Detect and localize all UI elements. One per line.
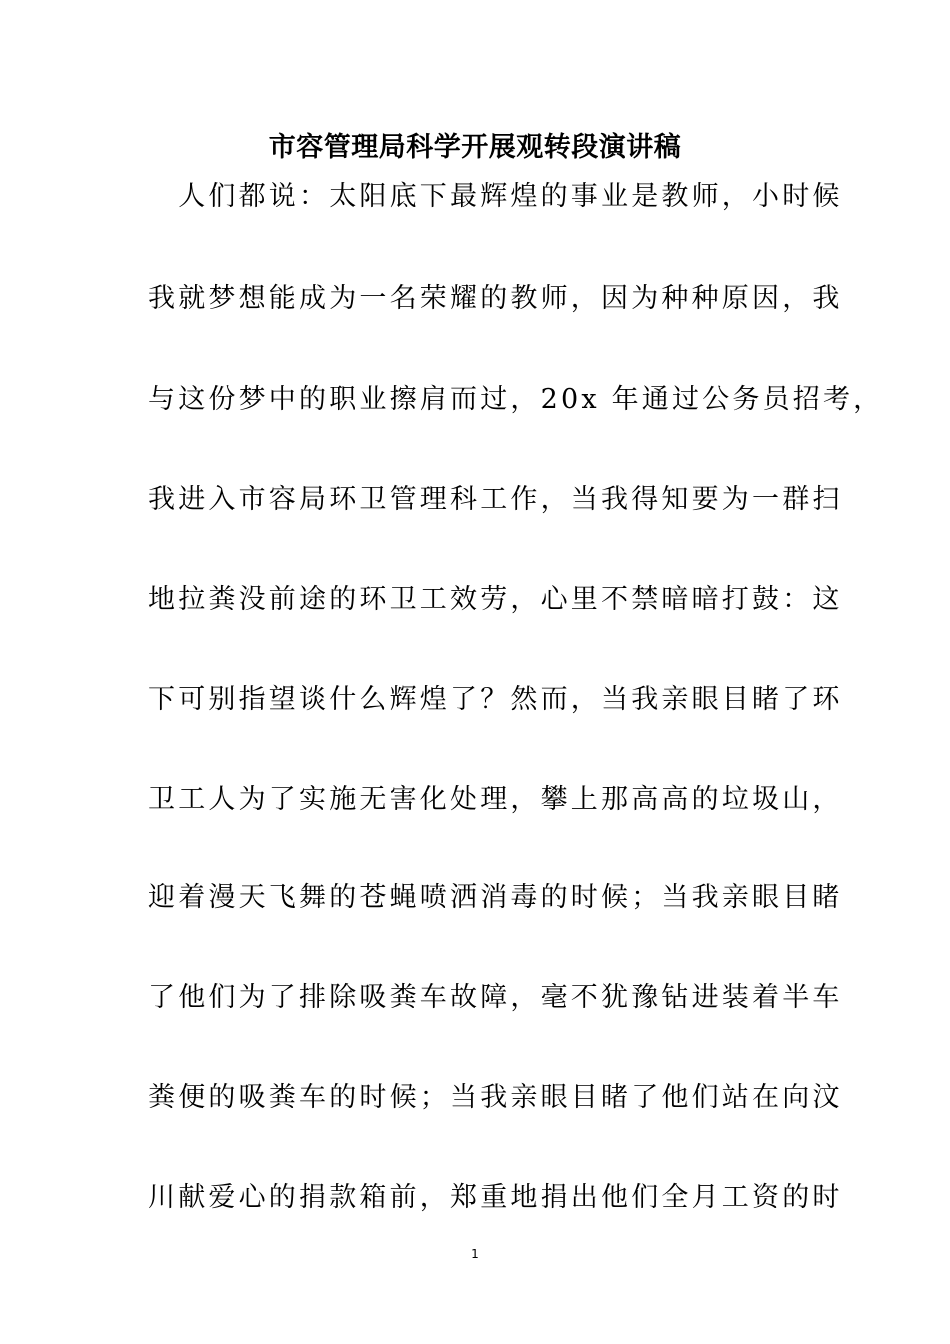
body-line: 我进入市容局环卫管理科工作，当我得知要为一群扫 — [148, 484, 843, 515]
body-line: 粪便的吸粪车的时候；当我亲眼目睹了他们站在向汶 — [148, 1082, 843, 1113]
body-line: 迎着漫天飞舞的苍蝇喷洒消毒的时候；当我亲眼目睹 — [148, 882, 843, 913]
body-line: 了他们为了排除吸粪车故障，毫不犹豫钻进装着半车 — [148, 982, 843, 1013]
body-line: 下可别指望谈什么辉煌了？然而，当我亲眼目睹了环 — [148, 684, 843, 715]
body-line: 卫工人为了实施无害化处理，攀上那高高的垃圾山， — [148, 784, 843, 815]
body-line: 地拉粪没前途的环卫工效劳，心里不禁暗暗打鼓：这 — [148, 584, 843, 615]
body-line: 人们都说：太阳底下最辉煌的事业是教师，小时候 — [148, 181, 843, 212]
page-number: 1 — [471, 1247, 479, 1261]
body-line: 与这份梦中的职业擦肩而过，20x 年通过公务员招考， — [148, 384, 884, 415]
document-title: 市容管理局科学开展观转段演讲稿 — [268, 132, 682, 163]
body-line: 我就梦想能成为一名荣耀的教师，因为种种原因，我 — [148, 283, 843, 314]
body-line: 川献爱心的捐款箱前，郑重地捐出他们全月工资的时 — [148, 1182, 843, 1213]
